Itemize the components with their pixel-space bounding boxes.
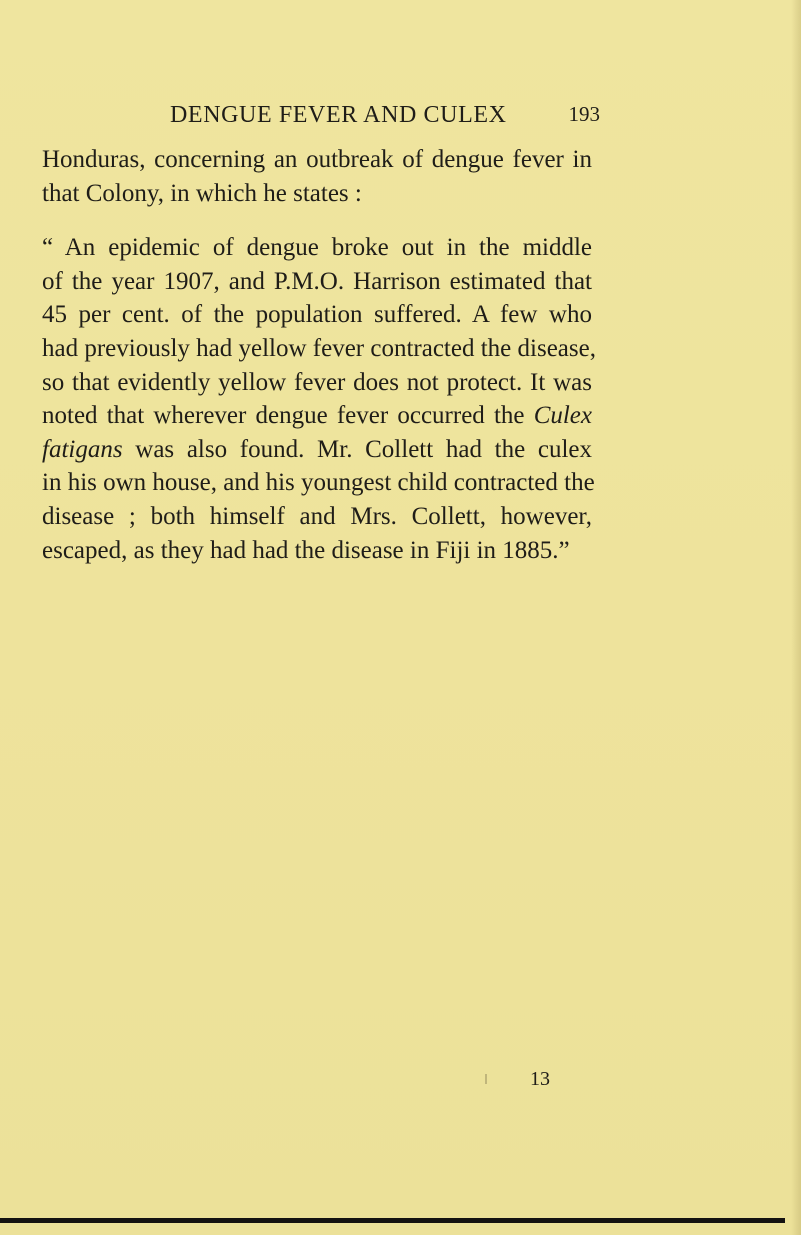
text-line: so that evidently yellow fever does not protect. It was [42,368,592,396]
text-line: of the year 1907, and P.M.O. Harrison estimated that [42,267,592,295]
text-line: that Colony, in which he states : [42,179,362,207]
text-line-with-italic [42,433,592,467]
text-line: had previously had yellow fever contracted the disease, [42,334,596,362]
page-number: 193 [568,102,600,126]
text-line: disease ; both himself and Mrs. Collett, however, [42,502,592,530]
paragraph-gap [42,210,592,231]
text-line: escaped, as they had had the disease in Fiji in 1885.” [42,536,570,564]
print-speck [485,1074,487,1084]
text-line-with-italic [42,399,592,433]
text-line: Honduras, concerning an outbreak of dengue fever in [42,146,592,173]
running-title: DENGUE FEVER AND CULEX [170,102,507,128]
text-line: in his own house, and his youngest child contracted the [42,469,595,497]
body-text [42,143,596,567]
text-line: “ An epidemic of dengue broke out in the middle [42,234,592,262]
italic-term: Culex [533,402,593,430]
text-line: 45 per cent. of the population suffered. A few who [42,301,592,329]
text-fragment: was also found. Mr. Collett had the culex [135,435,593,463]
bottom-rule [0,1218,785,1223]
signature-mark: 13 [530,1068,550,1090]
running-head [170,102,600,138]
text-fragment: noted that wherever dengue fever occurred the [42,402,525,430]
page-edge-shadow [791,0,801,1235]
italic-term: fatigans [42,435,123,463]
